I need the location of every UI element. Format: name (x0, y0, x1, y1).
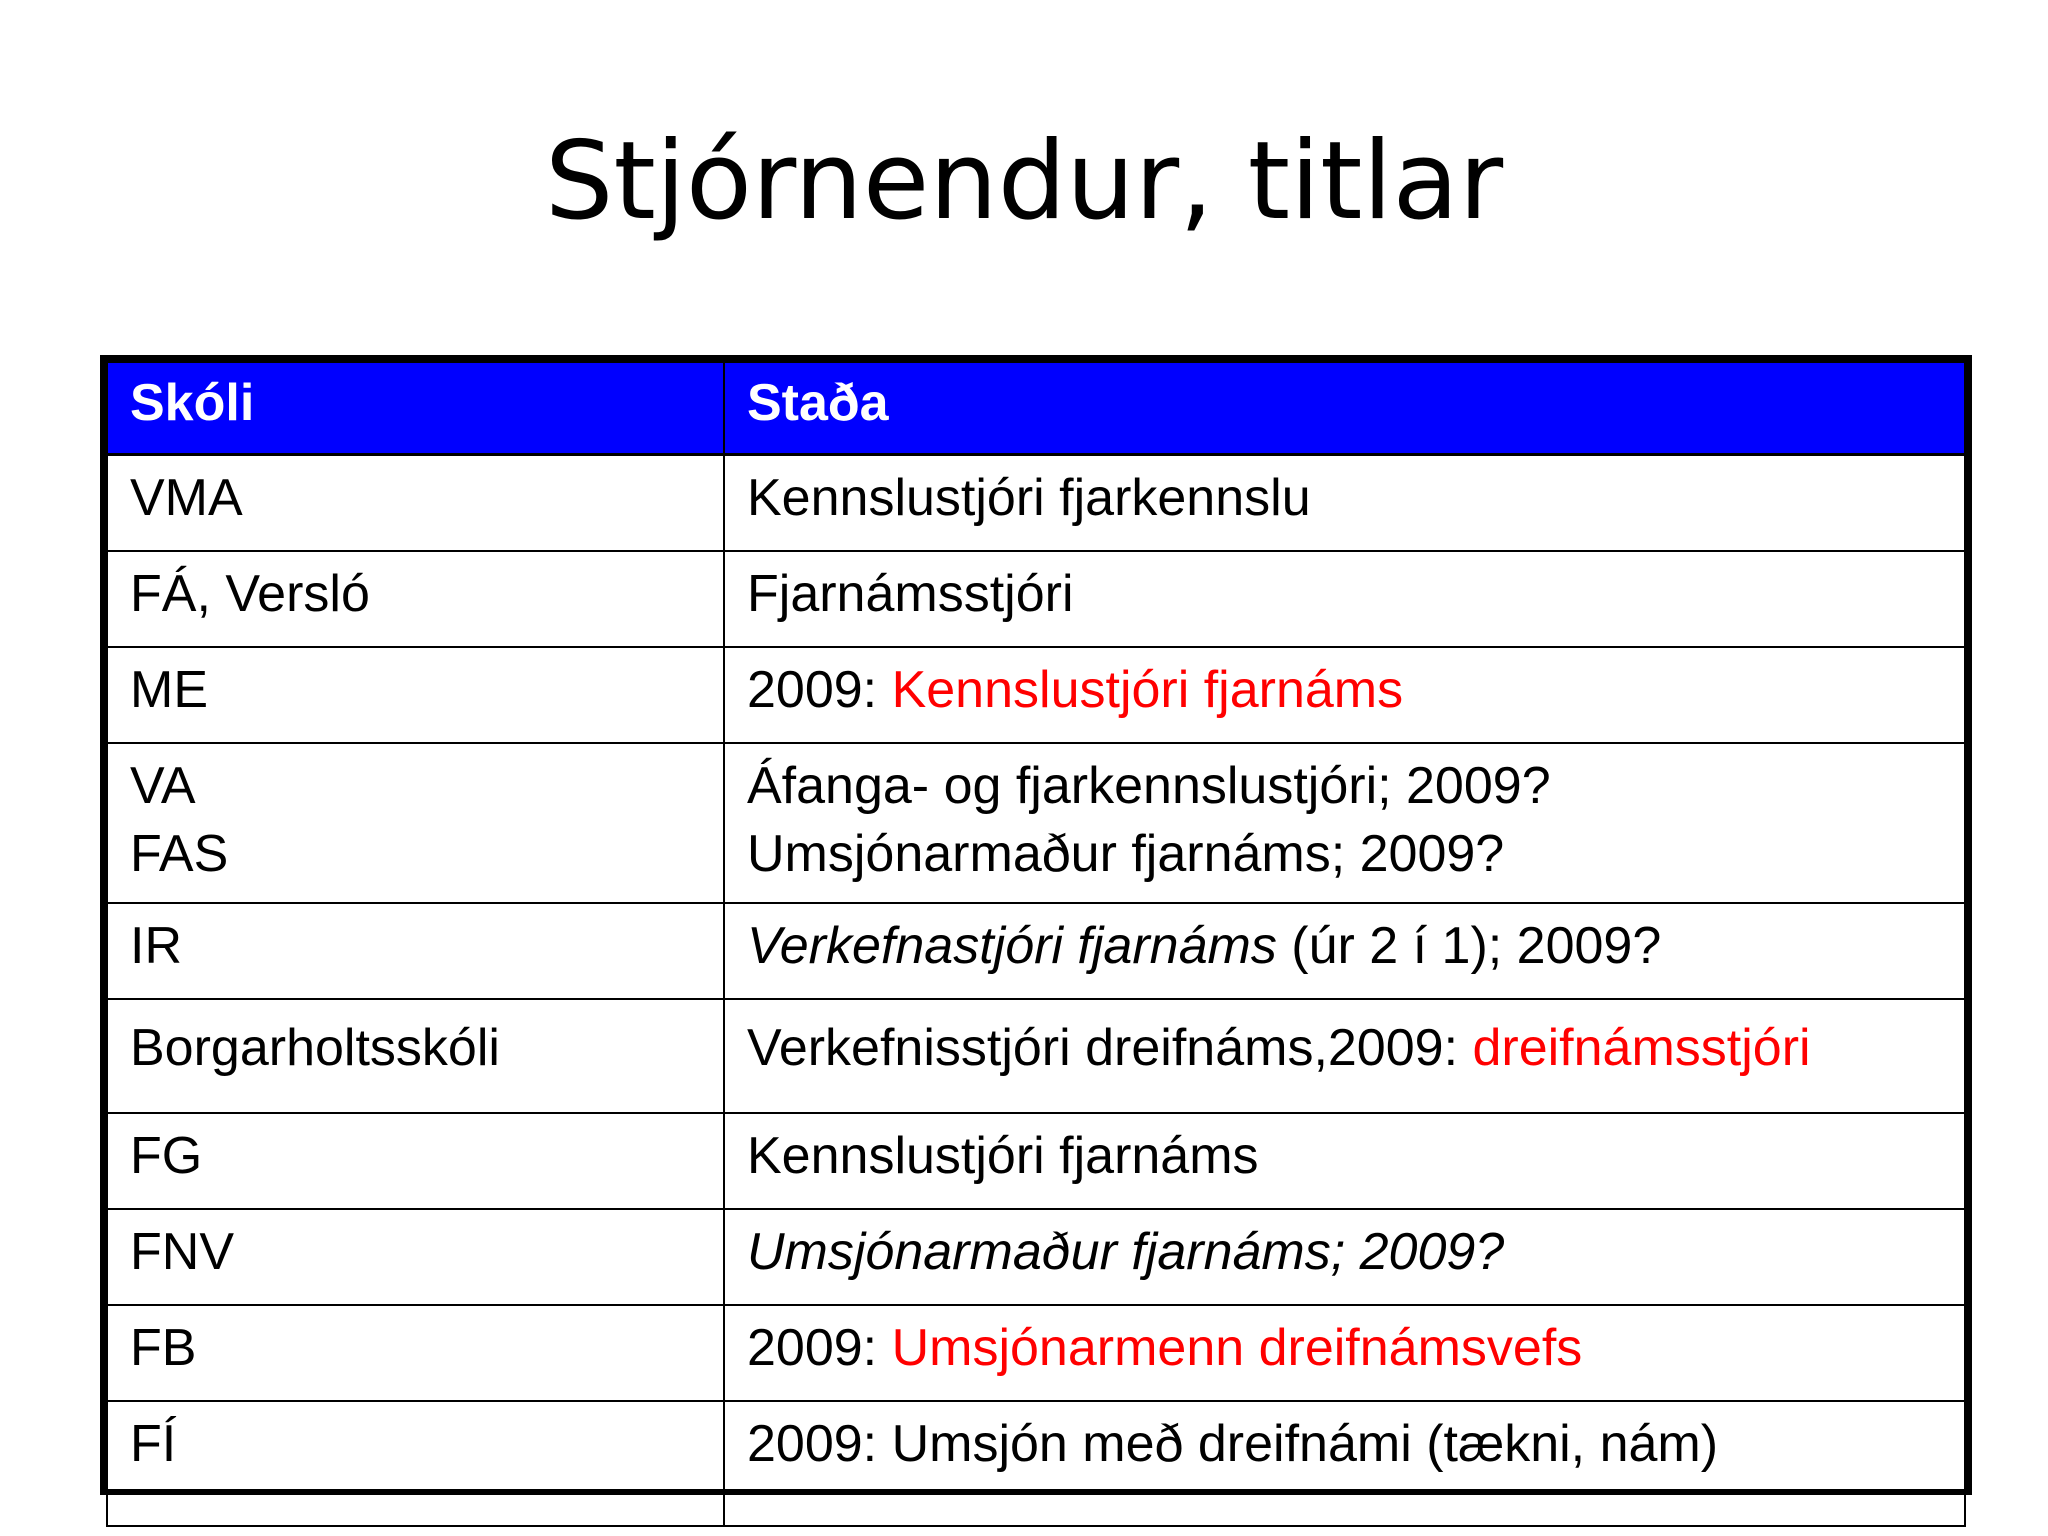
school-cell: FG (107, 1113, 724, 1209)
role-cell (724, 1305, 1965, 1401)
table-row (107, 551, 1965, 647)
school-cell: FB (107, 1305, 724, 1401)
role-prefix: 2009: (747, 661, 892, 719)
school-line: FAS (130, 825, 229, 883)
school-line: VA (130, 757, 196, 815)
role-line: Áfanga- og fjarkennslustjóri; 2009? (747, 757, 1551, 815)
role-italic: Umsjónarmaður fjarnáms; 2009? (747, 1223, 1505, 1281)
school-cell: Borgarholtsskóli (107, 999, 724, 1113)
role-suffix: (úr 2 í 1); 2009? (1276, 917, 1662, 975)
school-cell: FÍ (107, 1401, 724, 1526)
table-row (107, 903, 1965, 999)
role-cell (724, 999, 1965, 1113)
role-prefix: Verkefnisstjóri dreifnáms,2009: (747, 1019, 1473, 1077)
header-role: Staða (724, 362, 1965, 455)
school-cell: VMA (107, 455, 724, 552)
role-cell (724, 743, 1965, 903)
header-school: Skóli (107, 362, 724, 455)
table-row (107, 1113, 1965, 1209)
slide-title: Stjórnendur, titlar (544, 119, 1504, 244)
role-cell: Kennslustjóri fjarnáms (724, 1113, 1965, 1209)
table-row (107, 1305, 1965, 1401)
role-cell (724, 903, 1965, 999)
role-cell: 2009: Umsjón með dreifnámi (tækni, nám) (724, 1401, 1965, 1526)
role-highlight: dreifnámsstjóri (1472, 1019, 1811, 1077)
role-prefix: 2009: (747, 1319, 892, 1377)
role-italic: Verkefnastjóri fjarnáms (747, 917, 1277, 975)
school-cell: FÁ, Versló (107, 551, 724, 647)
role-line: Umsjónarmaður fjarnáms; 2009? (747, 825, 1505, 883)
school-cell (107, 743, 724, 903)
role-cell: Kennslustjóri fjarkennslu (724, 455, 1965, 552)
school-cell: ME (107, 647, 724, 743)
table-row (107, 1209, 1965, 1305)
role-highlight: Kennslustjóri fjarnáms (891, 661, 1404, 719)
role-cell (724, 647, 1965, 743)
role-highlight: Umsjónarmenn dreifnámsvefs (891, 1319, 1583, 1377)
school-cell: FNV (107, 1209, 724, 1305)
school-cell: IR (107, 903, 724, 999)
table-row (107, 647, 1965, 743)
role-cell: Fjarnámsstjóri (724, 551, 1965, 647)
schools-table (100, 355, 1972, 1495)
table-row (107, 743, 1965, 903)
table-row (107, 1401, 1965, 1526)
table-row (107, 455, 1965, 552)
role-cell (724, 1209, 1965, 1305)
table-row (107, 999, 1965, 1113)
table-header-row (107, 362, 1965, 455)
